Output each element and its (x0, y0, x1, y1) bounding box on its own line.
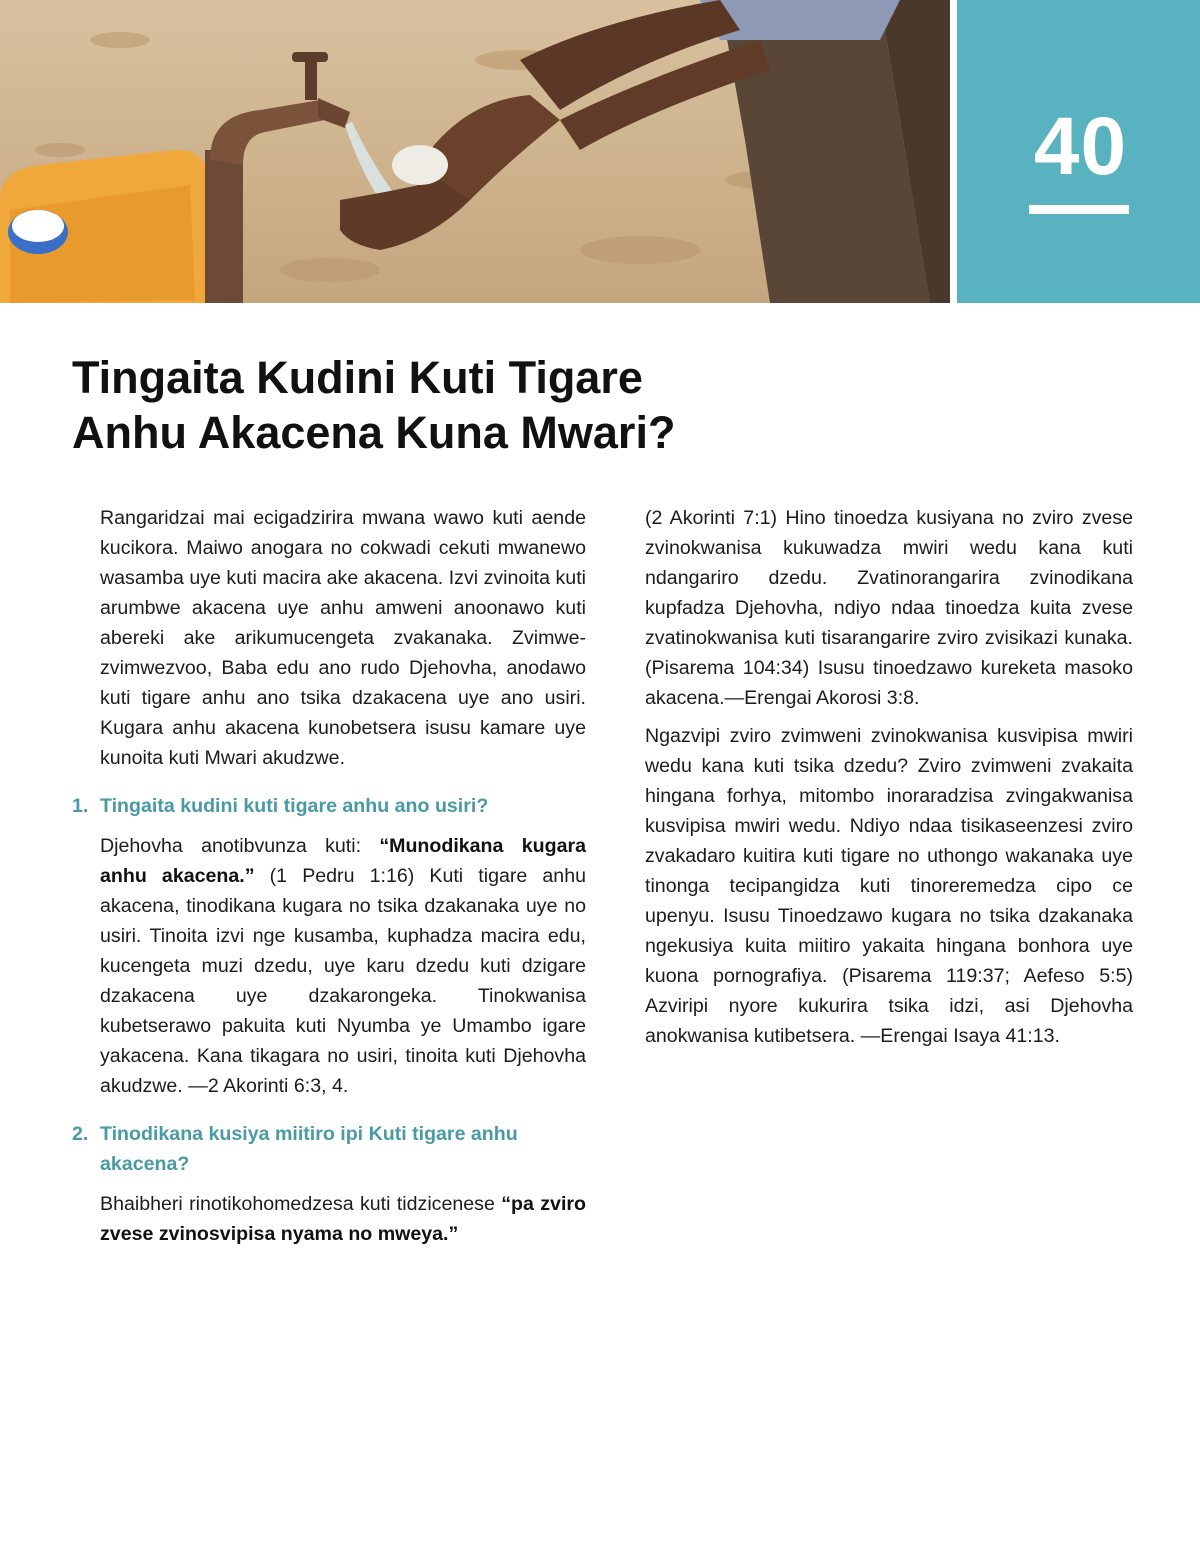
hand-washing-illustration (0, 0, 950, 303)
header-photo (0, 0, 950, 303)
section-1-lead: Djehovha anotibvunza kuti: (100, 835, 380, 857)
question-1-heading (72, 791, 586, 821)
section-2-paragraph-start (100, 1189, 586, 1249)
question-2-text: Tinodikana kusiya miitiro ipi Kuti tigare anhu akacena? (100, 1123, 518, 1175)
title-line-2: Anhu Akacena Kuna Mwari? (72, 407, 676, 458)
section-1-paragraph (100, 831, 586, 1101)
question-2-heading (72, 1119, 586, 1179)
section-1-body: (1 Pedru 1:16) Kuti tigare anhu akacena, tinodikana kugara no tsika dzakanaka uye no usiri. Tinoita izvi nge kusamba, kuphadza macira edu, kucengeta muzi dzedu, uye karu dzedu kuti dzigare dzakacena uye dzakarongeka. Tinokwanisa kubetserawo pakuita kuti Nyumba ye Umambo igare yakacena. Kana tikagara no usiri, tinoita kuti Djehovha akudzwe. —2 Akorinti 6:3, 4. (100, 865, 586, 1097)
question-2-number: 2. (72, 1123, 89, 1145)
section-2-lead: Bhaibheri rinotikohomedzesa kuti tidzicenese (100, 1193, 502, 1215)
badge-underline (1029, 205, 1129, 214)
right-column (645, 503, 1133, 1059)
lesson-number-badge (957, 0, 1200, 303)
left-column (72, 503, 586, 1257)
section-1-scripture-quote: “Munodikana kugara anhu akacena.” (100, 835, 586, 887)
intro-paragraph: Rangaridzai mai ecigadzirira mwana wawo kuti aende kucikora. Maiwo anogara no cokwadi cekuti mwanewo wasamba uye kuti macira ake akacena. Izvi zvinoita kuti arumbwe akacena uye anhu amweni anoonawo kuti abereki ake arikumucengeta zvakanaka. Zvimwe-zvimwezvoo, Baba edu ano rudo Djehovha, anodawo kuti tigare anhu ano tsika dzakacena uye ano usiri. Kugara anhu akacena kunobetsera isusu kamare uye kunoita kuti Mwari akudzwe. (100, 507, 586, 769)
page-title (72, 350, 872, 460)
section-2-scripture-quote: “pa zviro zvese zvinosvipisa nyama no mweya.” (100, 1193, 586, 1245)
section-2-paragraph-2: Ngazvipi zviro zvimweni zvinokwanisa kusvipisa mwiri wedu kana kuti tsika dzedu? Zviro zvimweni zvakaita hingana forhya, mitombo inoraradzisa zvingakwanisa kusvipisa mwiri wedu. Ndiyo ndaa tisikaseenzesi zviro zvakadaro kuitira kuti tigare no uthongo wakanaka uye tinonga tecipangidza kuti tinoreremedza cipo ce upenyu. Isusu Tinoedzawo kugara no tsika dzakanaka ngekusiya kuita miitiro yakaita hingana bonhora uye kuona pornografiya. (Pisarema 119:37; Aefeso 5:5) Azviripi nyore kukurira tsika idzi, asi Djehovha anokwanisa kutibetsera. —Erengai Isaya 41:13. (645, 725, 1133, 1047)
lesson-number: 40 (1033, 101, 1128, 192)
question-1-number: 1. (72, 795, 89, 817)
title-line-1: Tingaita Kudini Kuti Tigare (72, 352, 643, 403)
question-1-text: Tingaita kudini kuti tigare anhu ano usiri? (100, 795, 489, 817)
section-2-paragraph-cont: (2 Akorinti 7:1) Hino tinoedza kusiyana no zviro zvese zvinokwanisa kukuwadza mwiri wedu kana kuti ndangariro dzedu. Zvatinorangarira zvinodikana kupfadza Djehovha, ndiyo ndaa tinoedza kuita zvese zvatinokwanisa kuti tisarangarire zviro zvisikazi kunaka. (Pisarema 104:34) Isusu tinoedzawo kureketa masoko akacena.—Erengai Akorosi 3:8. (645, 507, 1133, 709)
